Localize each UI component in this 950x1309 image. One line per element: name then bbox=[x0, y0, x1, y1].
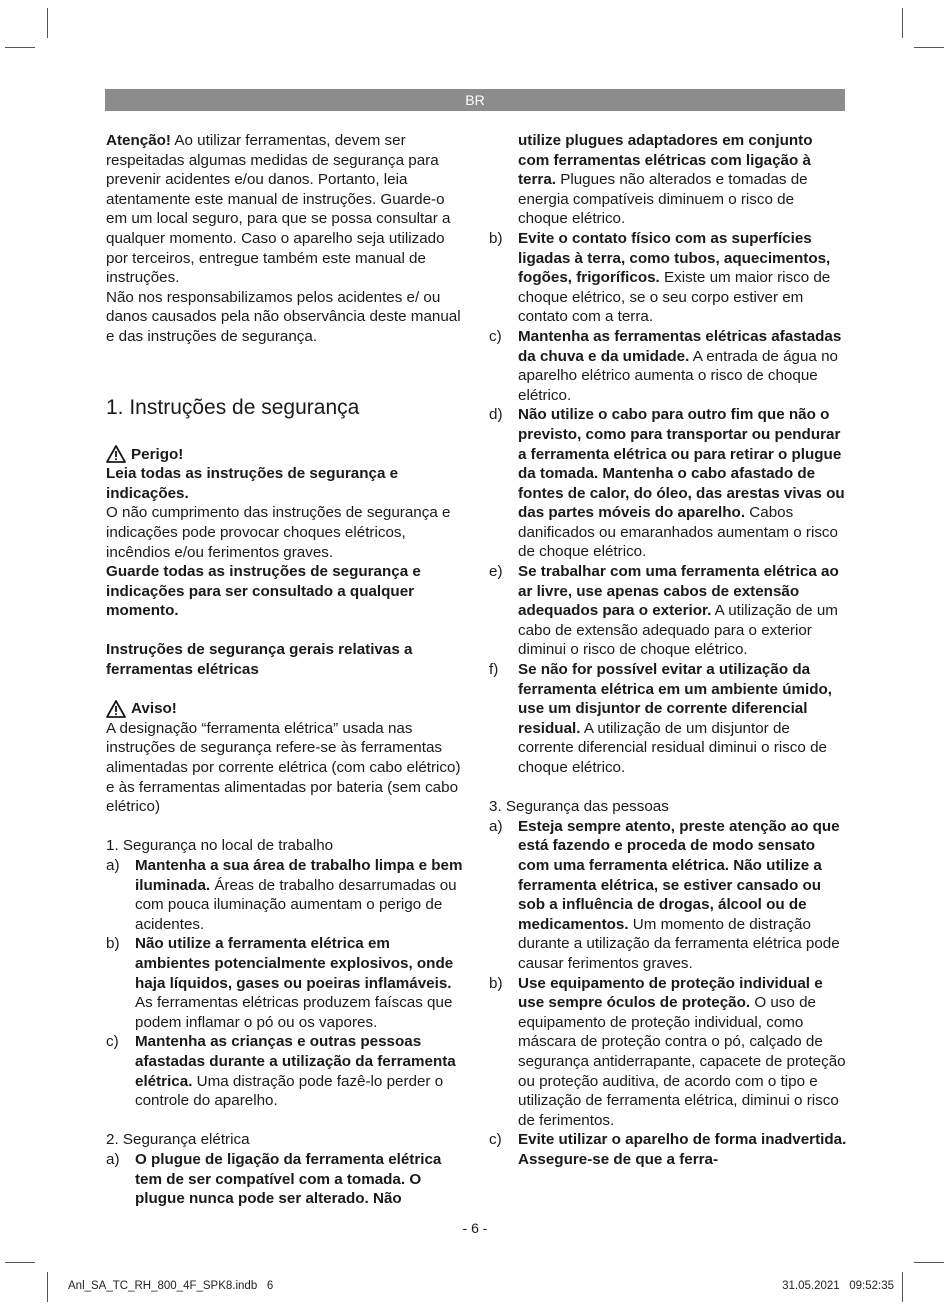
liability-paragraph: Não nos responsabilizamos pelos acidentes e/ ou danos causados pela não observância deste manual e das instruções de segurança. bbox=[106, 288, 461, 345]
notice-label: Aviso! bbox=[131, 700, 177, 718]
footer-date: 31.05.2021 09:52:35 bbox=[782, 1280, 894, 1292]
intro-paragraph: Atenção! Ao utilizar ferramentas, devem ser respeitadas algumas medidas de segurança para prevenir acidentes e/ou danos. Portanto, leia atentamente este manual de instruções. Guarde-o em um local seguro, para que se possa consultar a qualquer momento. Caso o aparelho seja utilizado por terceiros, entregue também este manual de instruções. bbox=[106, 132, 451, 287]
danger-label: Perigo! bbox=[131, 445, 184, 463]
work-title: 1. Segurança no local de trabalho bbox=[106, 837, 334, 855]
crop-mark bbox=[914, 1262, 944, 1263]
list-item: f) Se não for possível evitar a utilização da ferramenta elétrica em um ambiente úmido, use um disjuntor de corrente diferencial residual. A utilização de um disjuntor de corrente diferencial residual diminui o risco de choque elétrico. bbox=[489, 661, 832, 776]
list-item: a) Mantenha a sua área de trabalho limpa e bem iluminada. Áreas de trabalho desarrumadas ou com pouca iluminação aumentam o perigo de acidentes. bbox=[106, 857, 463, 933]
list-item: a) Esteja sempre atento, preste atenção ao que está fazendo e proceda de modo sensato com uma ferramenta elétrica. Não utilize a ferramenta elétrica, se estiver cansado ou sob a influência de drogas, álcool ou de medicamentos. Um momento de distração durante a utilização da ferramenta elétrica pode causar ferimentos graves. bbox=[489, 817, 840, 972]
continued-item: utilize plugues adaptadores em conjunto com ferramentas elétricas com ligação à terra. Plugues não alterados e tomadas de energia compatíveis diminuem o risco de choque elétrico. bbox=[518, 132, 813, 228]
warning-icon bbox=[106, 700, 126, 718]
crop-mark bbox=[902, 1272, 903, 1302]
crop-mark bbox=[47, 1272, 48, 1302]
danger-keep: Guarde todas as instruções de segurança e indicações para ser consultado a qualquer momento. bbox=[106, 563, 421, 620]
danger-bold: Leia todas as instruções de segurança e indicações. bbox=[106, 465, 399, 502]
section-title: 1. Instruções de segurança bbox=[106, 395, 360, 419]
general-title: Instruções de segurança gerais relativas a ferramentas elétricas bbox=[106, 641, 413, 679]
notice-heading bbox=[106, 699, 463, 719]
elec-title: 2. Segurança elétrica bbox=[106, 1131, 250, 1149]
list-item: e) Se trabalhar com uma ferramenta elétrica ao ar livre, use apenas cabos de extensão adequados para o exterior. A utilização de um cabo de extensão adequado para o exterior diminui o risco de choque elétrico. bbox=[489, 563, 839, 659]
page-number: - 6 - bbox=[462, 1220, 488, 1236]
warning-icon bbox=[106, 445, 126, 463]
right-column bbox=[489, 131, 847, 1169]
list-item: b) Não utilize a ferramenta elétrica em ambientes potencialmente explosivos, onde haja líquidos, gases ou poeiras inflamáveis. As ferramentas elétricas produzem faíscas que podem inflamar o pó ou os vapores. bbox=[106, 935, 454, 1031]
list-item: b) Use equipamento de proteção individual e use sempre óculos de proteção. O uso de equipamento de proteção individual, como máscara de proteção contra o pó, calçado de segurança antiderrapante, capacete de proteção ou proteção auditiva, de acordo com o tipo e utilização de ferramenta elétrica, diminui o risco de ferimentos. bbox=[489, 974, 846, 1129]
crop-mark bbox=[47, 8, 48, 38]
left-column bbox=[106, 131, 463, 1209]
notice-text: A designação “ferramenta elétrica” usada nas instruções de segurança refere-se às ferramentas alimentadas por corrente elétrica (com cabo elétrico) e às ferramentas alimentadas por bateria (sem cabo elétrico) bbox=[106, 719, 461, 816]
list-item: d) Não utilize o cabo para outro fim que não o previsto, como para transportar ou pendurar a ferramenta elétrica ou para retirar o plugue da tomada. Mantenha o cabo afastado de fontes de calor, do óleo, das arestas vivas ou das partes móveis do aparelho. Cabos danificados ou emaranhados aumentam o risco de choque elétrico. bbox=[489, 406, 845, 561]
danger-text: O não cumprimento das instruções de segurança e indicações pode provocar choques elétricos, incêndios e/ou ferimentos graves. bbox=[106, 504, 451, 561]
people-title: 3. Segurança das pessoas bbox=[489, 798, 669, 816]
list-item: c) Mantenha as crianças e outras pessoas afastadas durante a utilização da ferramenta elétrica. Uma distração pode fazê-lo perder o controle do aparelho. bbox=[106, 1033, 456, 1110]
crop-mark bbox=[914, 47, 944, 48]
danger-heading bbox=[106, 445, 463, 465]
language-header: BR bbox=[105, 89, 845, 111]
crop-mark bbox=[5, 47, 35, 48]
footer-file: Anl_SA_TC_RH_800_4F_SPK8.indb 6 bbox=[68, 1280, 274, 1292]
list-item: b) Evite o contato físico com as superfícies ligadas à terra, como tubos, aquecimentos, fogões, frigoríficos. Existe um maior risco de choque elétrico, se o seu corpo estiver em contato com a terra. bbox=[489, 229, 831, 326]
crop-mark bbox=[5, 1262, 35, 1263]
list-item: c) Mantenha as ferramentas elétricas afastadas da chuva e da umidade. A entrada de água no aparelho elétrico aumenta o risco de choque elétrico. bbox=[489, 327, 842, 404]
crop-mark bbox=[902, 8, 903, 38]
list-item: c) Evite utilizar o aparelho de forma inadvertida. Assegure-se de que a ferra- bbox=[489, 1131, 847, 1168]
list-item: a) O plugue de ligação da ferramenta elétrica tem de ser compatível com a tomada. O plugue nunca pode ser alterado. Não bbox=[106, 1150, 442, 1208]
